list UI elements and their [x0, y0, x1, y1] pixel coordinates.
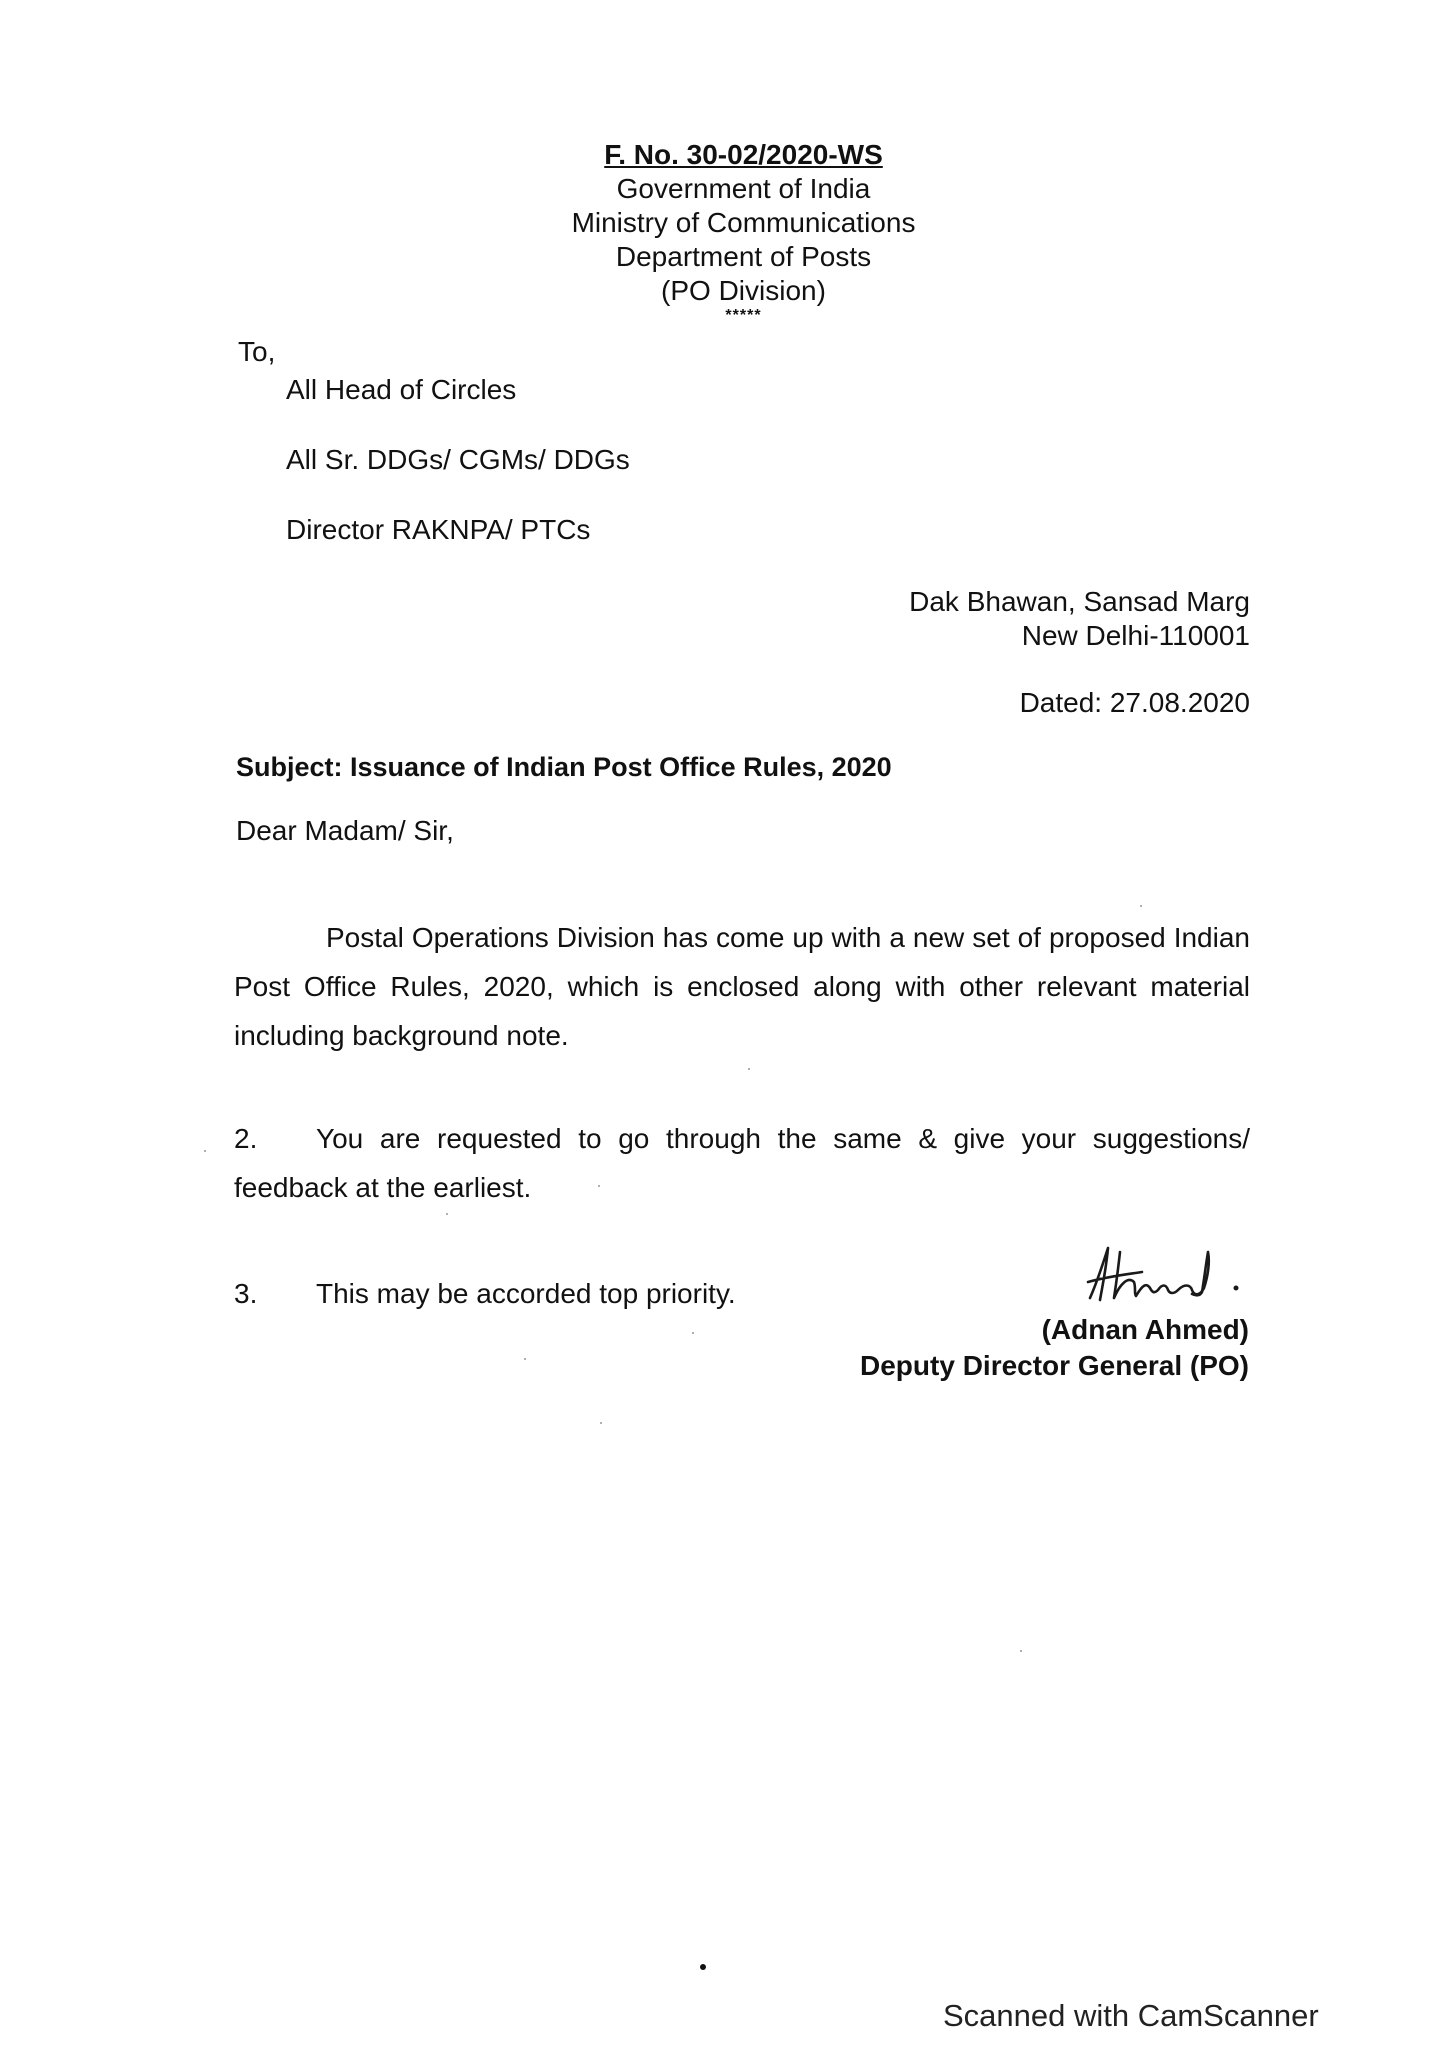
office-address: [909, 585, 1250, 653]
scan-speck: [446, 1213, 448, 1215]
paragraph-3-text: This may be accorded top priority.: [316, 1278, 736, 1309]
scan-speck: [748, 1068, 750, 1070]
department-line: Department of Posts: [615, 241, 872, 272]
address-line-2: New Delhi-110001: [1021, 620, 1250, 651]
recipient-item: Director RAKNPA/ PTCs: [286, 514, 591, 545]
salutation: Dear Madam/ Sir,: [236, 815, 454, 846]
paragraph-2-text: You are requested to go through the same & give your suggestions/ feedback at the earliest.: [234, 1123, 1250, 1203]
scan-speck: [600, 1422, 602, 1424]
paragraph-1-text: Postal Operations Division has come up with a new set of proposed Indian Post Office Rules, 2020, which is enclosed along with other relevant material including background note.: [234, 922, 1250, 1051]
paragraph-3-number: 3.: [234, 1278, 258, 1309]
scan-speck: [204, 1150, 206, 1152]
file-number: F. No. 30-02/2020-WS: [604, 139, 883, 170]
division-line: (PO Division): [661, 275, 826, 306]
government-line: Government of India: [616, 173, 871, 204]
ministry-line: Ministry of Communications: [571, 207, 916, 238]
letter-header: [0, 138, 1447, 324]
signatory-designation: Deputy Director General (PO): [860, 1350, 1249, 1381]
scan-speck: [1020, 1650, 1022, 1652]
recipient-item: All Sr. DDGs/ CGMs/ DDGs: [286, 444, 630, 475]
header-stars: *****: [725, 307, 762, 324]
paragraph-2: [234, 1114, 1250, 1212]
scan-speck: [524, 1358, 526, 1360]
subject-line: Subject: Issuance of Indian Post Office Rules, 2020: [236, 752, 892, 782]
paragraph-1: [234, 913, 1250, 1060]
scanner-watermark: Scanned with CamScanner: [943, 1998, 1319, 2033]
scan-speck: [692, 1332, 694, 1334]
scan-speck: [1140, 905, 1142, 907]
paragraph-2-number: 2.: [234, 1123, 258, 1154]
recipient-item: All Head of Circles: [286, 374, 517, 405]
letter-date: Dated: 27.08.2020: [1019, 687, 1250, 718]
signatory-name: (Adnan Ahmed): [1041, 1314, 1249, 1345]
scan-speck: [598, 1185, 600, 1187]
to-label: To,: [238, 336, 276, 367]
signature-block: [860, 1312, 1249, 1384]
scan-dot: [700, 1964, 706, 1970]
address-line-1: Dak Bhawan, Sansad Marg: [909, 586, 1250, 617]
handwritten-signature: [1080, 1240, 1260, 1310]
